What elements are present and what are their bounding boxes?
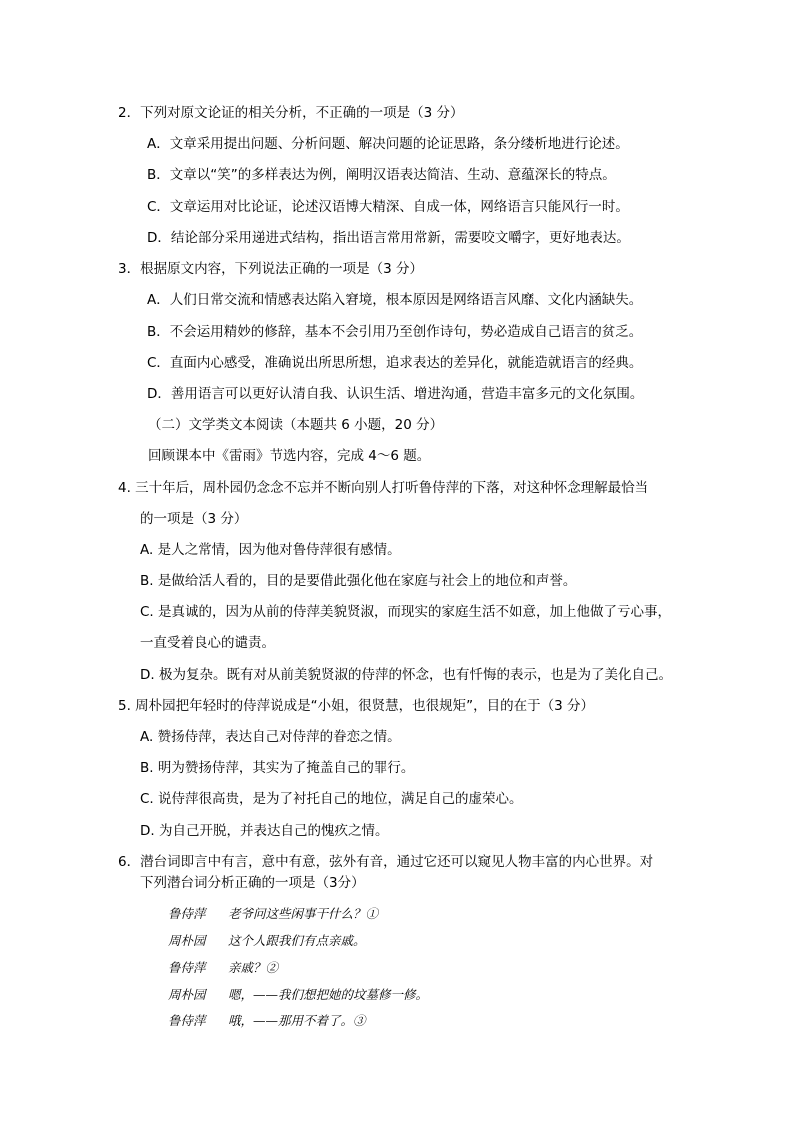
- question-4-stem-line1: 4. 三十年后，周朴园仍念念不忘并不断向别人打听鲁侍萍的下落，对这种怀念理解最恰当: [118, 480, 649, 496]
- question-3-option-d: D．善用语言可以更好认清自我、认识生活、增进沟通，营造丰富多元的文化氛围。: [147, 386, 644, 402]
- question-6-stem-line2: 下列潜台词分析正确的一项是（3分）: [140, 875, 365, 891]
- question-5-option-c: C. 说侍萍很高贵，是为了衬托自己的地位，满足自己的虚荣心。: [140, 791, 523, 807]
- question-5-option-b: B. 明为赞扬侍萍，其实为了掩盖自己的罪行。: [140, 760, 415, 776]
- dialogue-line: [168, 985, 428, 1005]
- dialogue-speaker: 鲁侍萍: [168, 1013, 206, 1028]
- question-4-option-c-cont: 一直受着良心的谴责。: [140, 635, 275, 651]
- question-4-option-d: D. 极为复杂。既有对从前美貌贤淑的侍萍的怀念，也有忏悔的表示，也是为了美化自己。: [140, 667, 672, 683]
- dialogue-text: 嗯，——我们想把她的坟墓修一修。: [228, 987, 429, 1002]
- dialogue-speaker: 鲁侍萍: [168, 906, 206, 921]
- question-2-option-c: C．文章运用对比论证，论述汉语博大精深、自成一体，网络语言只能风行一时。: [147, 199, 629, 215]
- dialogue-line: [168, 931, 366, 951]
- dialogue-text: 老爷问这些闲事干什么？①: [228, 906, 379, 921]
- question-4-stem-line2: 的一项是（3 分）: [140, 511, 248, 527]
- dialogue-line: [168, 958, 278, 978]
- question-4-option-b: B. 是做给活人看的，目的是要借此强化他在家庭与社会上的地位和声誉。: [140, 573, 577, 589]
- dialogue-speaker: 鲁侍萍: [168, 960, 206, 975]
- question-2-stem: 2．下列对原文论证的相关分析，不正确的一项是（3 分）: [118, 105, 464, 121]
- dialogue-speaker: 周朴园: [168, 933, 206, 948]
- dialogue-line: [168, 1011, 366, 1031]
- question-2-option-d: D．结论部分采用递进式结构，指出语言常用常新，需要咬文嚼字，更好地表达。: [147, 230, 630, 246]
- question-5-option-a: A. 赞扬侍萍，表达自己对侍萍的眷恋之情。: [140, 729, 401, 745]
- question-5-stem: 5. 周朴园把年轻时的侍萍说成是“小姐，很贤慧，也很规矩”，目的在于（3 分）: [118, 698, 595, 714]
- question-2-option-b: B．文章以“笑”的多样表达为例，阐明汉语表达简洁、生动、意蕴深长的特点。: [147, 167, 616, 183]
- dialogue-text: 哦，——那用不着了。③: [228, 1013, 366, 1028]
- dialogue-speaker: 周朴园: [168, 987, 206, 1002]
- dialogue-line: [168, 904, 378, 924]
- question-4-option-a: A. 是人之常情，因为他对鲁侍萍很有感情。: [140, 542, 401, 558]
- question-5-option-d: D. 为自己开脱，并表达自己的愧疚之情。: [140, 823, 389, 839]
- question-3-stem: 3．根据原文内容，下列说法正确的一项是（3 分）: [118, 261, 423, 277]
- question-3-option-c: C．直面内心感受，准确说出所思所想，追求表达的差异化，就能造就语言的经典。: [147, 355, 643, 371]
- section-intro: 回顾课本中《雷雨》节选内容，完成 4～6 题。: [148, 448, 431, 464]
- dialogue-text: 这个人跟我们有点亲戚。: [228, 933, 366, 948]
- question-3-option-a: A．人们日常交流和情感表达陷入窘境，根本原因是网络语言风靡、文化内涵缺失。: [147, 292, 643, 308]
- question-3-option-b: B．不会运用精妙的修辞，基本不会引用乃至创作诗句，势必造成自己语言的贫乏。: [147, 324, 643, 340]
- question-4-option-c: C. 是真诚的，因为从前的侍萍美貌贤淑，而现实的家庭生活不如意，加上他做了亏心事，: [140, 604, 672, 620]
- question-6-stem-line1: 6．潜台词即言中有言，意中有意，弦外有音，通过它还可以窥见人物丰富的内心世界。对: [118, 854, 654, 870]
- question-2-option-a: A．文章采用提出问题、分析问题、解决问题的论证思路，条分缕析地进行论述。: [147, 136, 629, 152]
- dialogue-text: 亲戚？②: [228, 960, 279, 975]
- section-title: （二）文学类文本阅读（本题共 6 小题，20 分）: [148, 417, 444, 433]
